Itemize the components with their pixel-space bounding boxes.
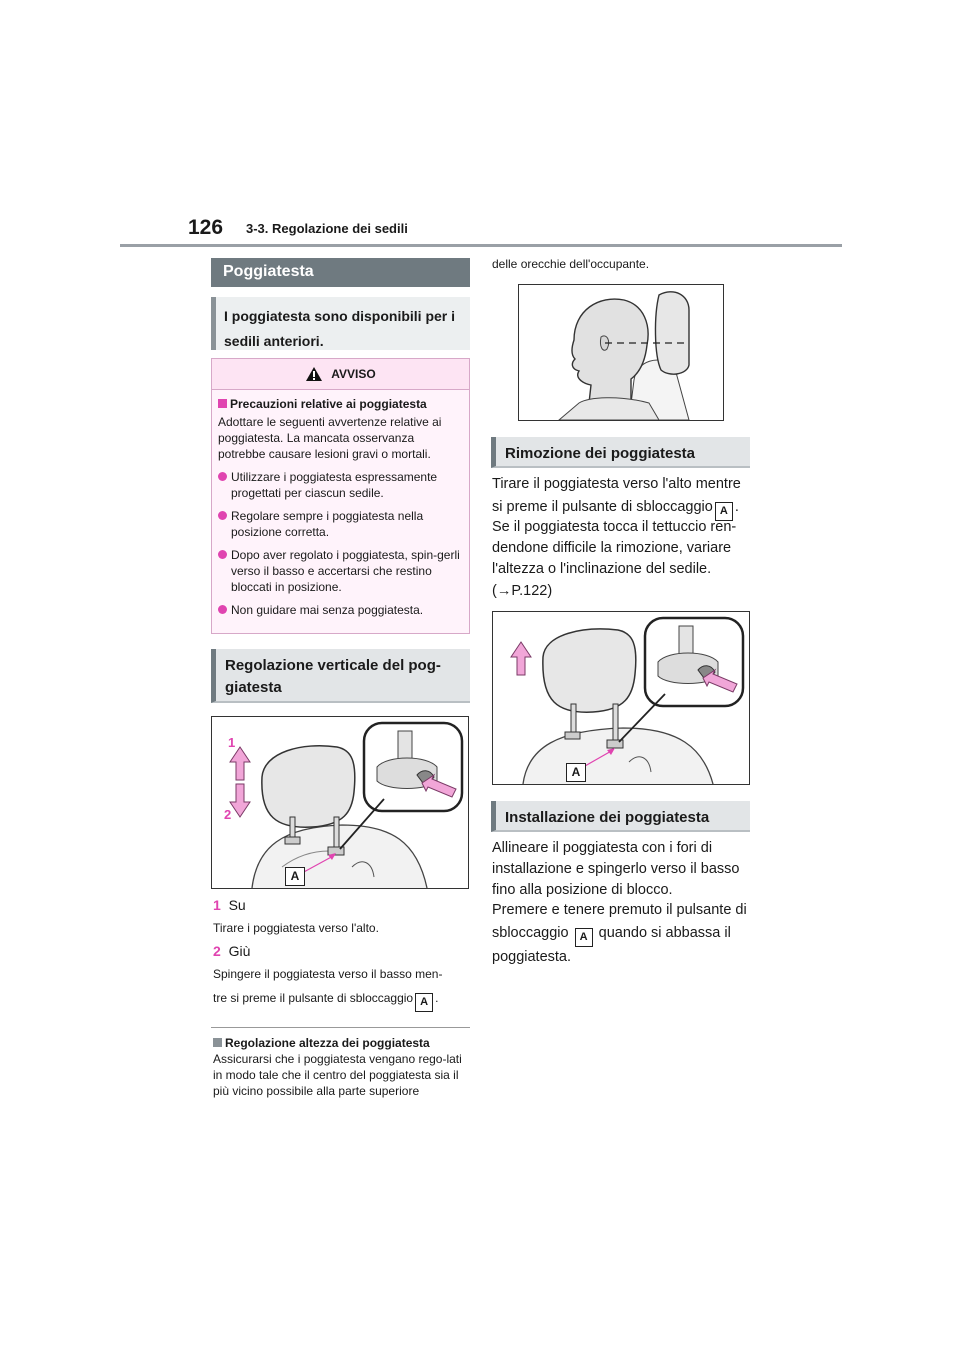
square-bullet-icon [213, 1038, 222, 1047]
round-bullet-icon [218, 605, 227, 614]
step-2-text-line-1: Spingere il poggiatesta verso il basso men- [213, 967, 443, 981]
intro-box: I poggiatesta sono disponibili per i sedili anteriori. [211, 297, 470, 350]
step-2 [213, 941, 250, 961]
section-title-removal: Rimozione dei poggiatesta [491, 437, 750, 468]
round-bullet-icon [218, 472, 227, 481]
figure-label-button: A [566, 763, 586, 782]
figure-label-button: A [285, 867, 305, 886]
removal-text-line-1: Tirare il poggiatesta verso l'alto mentre [492, 476, 741, 492]
figure-head-position [518, 284, 724, 421]
warning-subhead: Precauzioni relative ai poggiatesta [218, 396, 463, 412]
figure-label-down: 2 [224, 807, 232, 822]
unlock-button-badge: A [575, 928, 593, 947]
headrest-adjust-illustration [212, 717, 468, 888]
step-1-number: 1 [213, 897, 221, 913]
unlock-button-badge: A [715, 502, 733, 521]
figure-label-up: 1 [228, 735, 236, 750]
step-2-label: Giù [228, 943, 251, 959]
warning-header [212, 359, 469, 390]
step-2-text-line-2: tre si preme il pulsante di sbloccaggio A . [213, 990, 470, 1012]
warning-text: Adottare le seguenti avvertenze relative ai poggiatesta. La mancata osservanza potrebbe causare lesioni gravi o mortali. [218, 415, 442, 461]
header-rule [120, 244, 842, 247]
removal-text-note: Se il poggiatesta tocca il tettuccio ren-dendone difficile la rimozione, variare l'altezza o l'inclinazione del sedile. [492, 519, 737, 577]
removal-text-line-2: si preme il pulsante di sbloccaggio A . [492, 497, 752, 521]
installation-text-1: Allineare il poggiatesta con i fori di installazione e spingerlo verso il basso fino alla posizione di blocco. [492, 840, 740, 898]
warning-bullet: Utilizzare i poggiatesta espressamente progettati per ciascun sedile. [218, 469, 463, 501]
section-title-poggiatesta: Poggiatesta [211, 258, 470, 287]
step-1-text: Tirare i poggiatesta verso l'alto. [213, 921, 379, 935]
figure-removal [492, 611, 750, 785]
section-title-vertical-adjust: Regolazione verticale del pog-giatesta [211, 649, 470, 703]
round-bullet-icon [218, 511, 227, 520]
step-1 [213, 895, 246, 915]
warning-triangle-icon [305, 366, 323, 382]
height-note-subhead: Regolazione altezza dei poggiatesta [213, 1035, 430, 1051]
section-reference: 3-3. Regolazione dei sedili [246, 221, 408, 236]
figure-vertical-adjust [211, 716, 469, 889]
warning-bullet: Non guidare mai senza poggiatesta. [218, 602, 463, 618]
height-note-text: Assicurarsi che i poggiatesta vengano rego-lati in modo tale che il centro del poggiatesta sia il più vicino possibile alla parte superiore [213, 1052, 462, 1098]
removal-page-ref: (→P.122) [492, 583, 553, 599]
installation-text-3: sbloccaggio A quando si abbassa il poggiatesta. [492, 925, 731, 965]
head-position-illustration [519, 285, 723, 420]
headrest-removal-illustration [493, 612, 749, 784]
page-number: 126 [188, 216, 224, 239]
step-2-number: 2 [213, 943, 221, 959]
round-bullet-icon [218, 550, 227, 559]
unlock-button-badge: A [415, 993, 433, 1012]
warning-bullet: Dopo aver regolato i poggiatesta, spin-gerli verso il basso e accertarsi che restino bloccati in posizione. [218, 547, 463, 595]
warning-box [211, 358, 470, 634]
divider [211, 1027, 470, 1028]
installation-text-2: Premere e tenere premuto il pulsante di [492, 902, 747, 918]
step-1-label: Su [228, 897, 246, 913]
square-bullet-icon [218, 399, 227, 408]
height-note-continued: delle orecchie dell'occupante. [492, 257, 650, 271]
warning-label: AVVISO [331, 367, 376, 381]
warning-bullet: Regolare sempre i poggiatesta nella posizione corretta. [218, 508, 463, 540]
section-title-installation: Installazione dei poggiatesta [491, 801, 750, 832]
